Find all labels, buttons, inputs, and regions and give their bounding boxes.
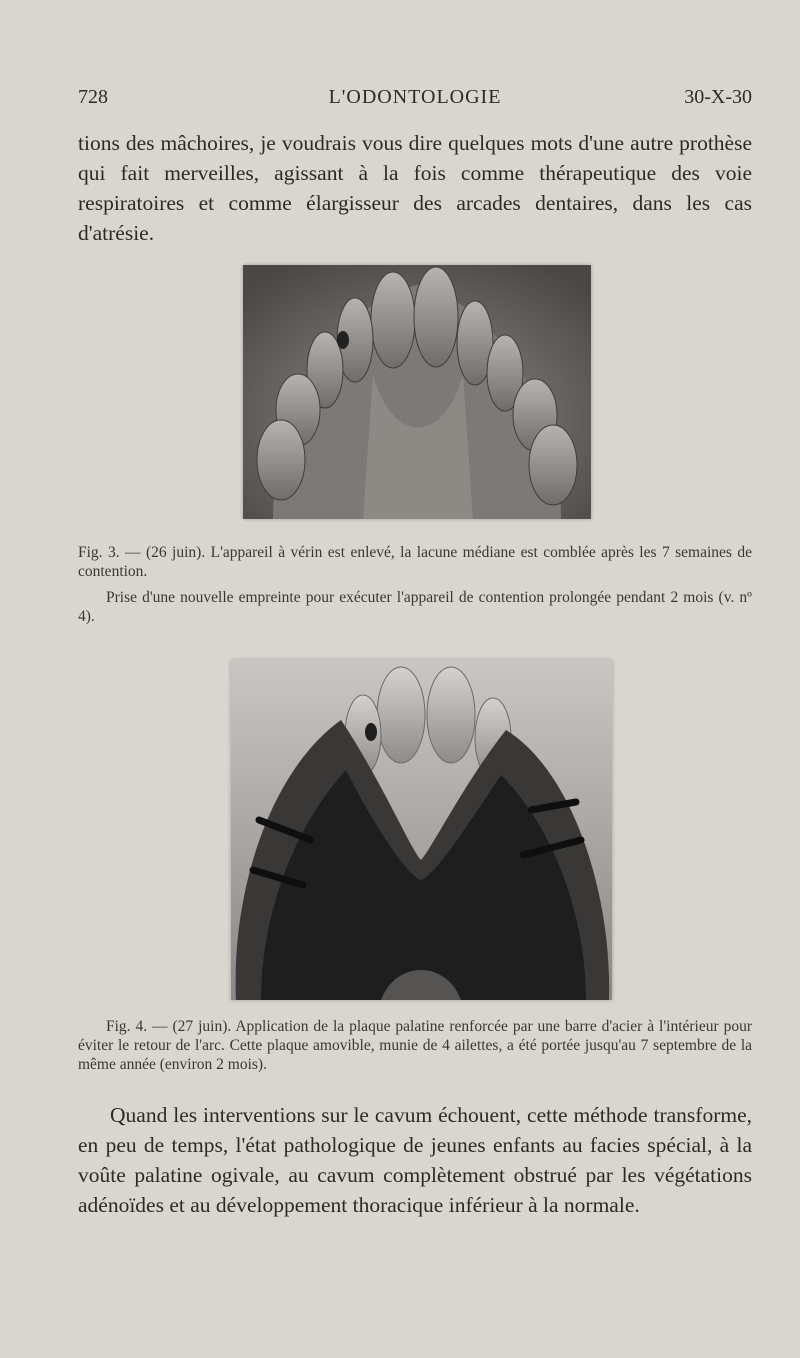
closing-paragraph: Quand les interventions sur le cavum échouent, cette méthode transforme, en peu de temps, l'état pathologique de jeunes enfants au facies spécial, à la voûte palatine ogivale, au cavum complètement obstrué par les végétations adénoïdes et au développement thoracique inférieur à la normale. (78, 1103, 752, 1217)
issue-date: 30-X-30 (684, 86, 752, 108)
running-header (78, 86, 752, 116)
intro-paragraph: tions des mâchoires, je voudrais vous dire quelques mots d'une autre prothèse qui fait merveilles, agissant à la fois comme thérapeutique des voie respiratoires et comme élargisseur des arcades dentaires, dans les cas d'atrésie. (78, 131, 752, 245)
figure-3-caption: Fig. 3. — (26 juin). L'appareil à vérin est enlevé, la lacune médiane est comblée après les 7 semaines de contention. (78, 544, 752, 580)
journal-title: L'ODONTOLOGIE (328, 86, 502, 108)
figure-4-photo (231, 660, 612, 1000)
figure-3-photo (243, 265, 591, 519)
figure-4-caption: Fig. 4. — (27 juin). Application de la plaque palatine renforcée par une barre d'acier à l'intérieur pour éviter le retour de l'arc. Cette plaque amovible, munie de 4 ailettes, a été portée jusqu'au 7 septembre de la même année (environ 2 mois). (78, 1018, 752, 1073)
figure-3-note: Prise d'une nouvelle empreinte pour exécuter l'appareil de contention prolongée pendant 2 mois (v. nº 4). (78, 589, 752, 625)
page-number: 728 (78, 86, 108, 108)
